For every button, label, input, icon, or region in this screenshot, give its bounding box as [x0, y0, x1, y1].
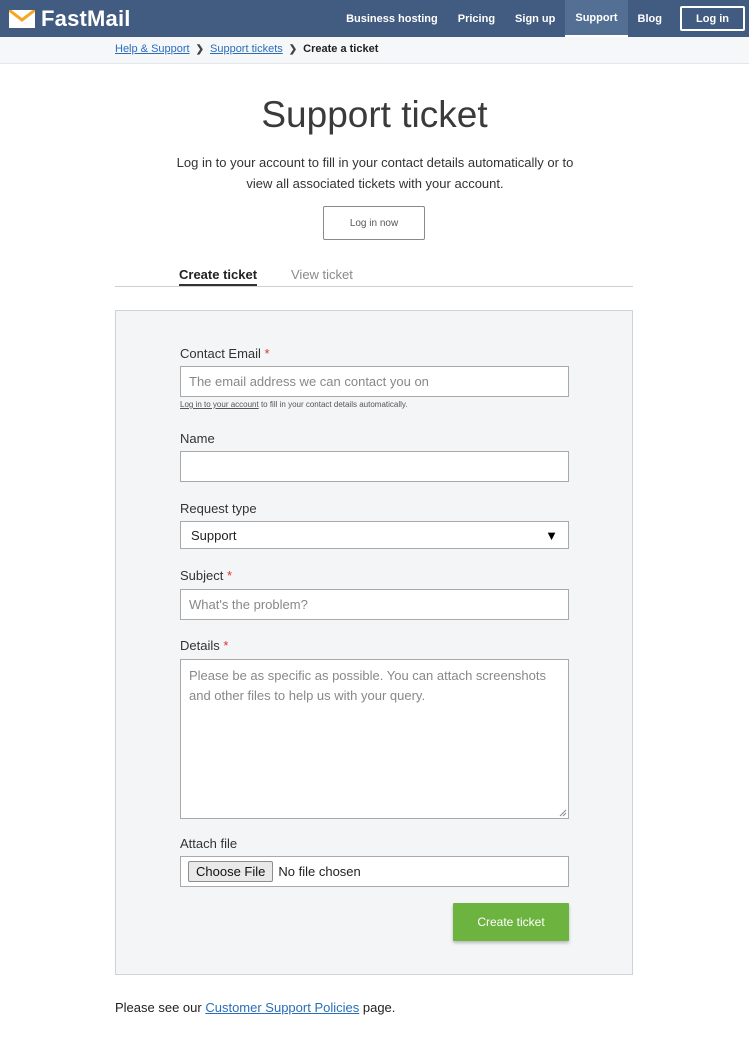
login-button[interactable]: Log in	[680, 6, 745, 31]
footer-note: Please see our Customer Support Policies page.	[115, 1000, 396, 1015]
attach-file-label: Attach file	[180, 836, 238, 851]
log-in-now-button[interactable]: Log in now	[323, 206, 425, 240]
chevron-right-icon: ❯	[288, 43, 298, 55]
nav-support[interactable]: Support	[565, 0, 627, 37]
details-placeholder: Please be as specific as possible. You can attach screenshots and other files to help us with your query.	[189, 668, 546, 703]
request-type-select[interactable]	[180, 521, 569, 549]
details-textarea[interactable]	[180, 659, 569, 819]
name-label: Name	[180, 431, 215, 446]
request-type-label: Request type	[180, 501, 257, 516]
name-input[interactable]	[180, 451, 569, 482]
subject-label: Subject *	[180, 568, 233, 583]
file-status: No file chosen	[278, 864, 361, 879]
hint-login-link[interactable]: Log in to your account	[180, 400, 259, 409]
brand-name: FastMail	[41, 5, 131, 31]
chevron-right-icon: ❯	[195, 43, 204, 55]
request-type-value: Support	[191, 527, 237, 543]
nav-sign-up[interactable]: Sign up	[515, 12, 556, 25]
details-label: Details *	[180, 638, 229, 653]
brand-logo[interactable]	[9, 6, 131, 31]
breadcrumb-bar	[0, 37, 749, 64]
tab-create-ticket[interactable]: Create ticket	[179, 267, 257, 286]
ticket-tabs	[115, 264, 633, 287]
create-ticket-button[interactable]: Create ticket	[453, 903, 569, 941]
breadcrumb-support-tickets[interactable]: Support tickets	[210, 43, 283, 55]
resize-grip-icon[interactable]	[559, 809, 567, 817]
choose-file-button[interactable]: Choose File	[188, 861, 273, 882]
required-marker: *	[264, 346, 270, 361]
breadcrumb-current: Create a ticket	[303, 43, 379, 55]
main-nav	[336, 0, 749, 37]
dropdown-arrow-icon: ▼	[545, 527, 558, 543]
contact-email-input[interactable]: The email address we can contact you on	[180, 366, 569, 397]
top-navbar	[0, 0, 749, 37]
contact-email-label: Contact Email *	[180, 346, 270, 361]
customer-support-policies-link[interactable]: Customer Support Policies	[205, 1000, 360, 1015]
email-login-hint: Log in to your account to fill in your contact details automatically.	[180, 400, 408, 409]
ticket-form	[115, 310, 633, 975]
page-title: Support ticket	[261, 94, 488, 135]
breadcrumb-help-support[interactable]: Help & Support	[115, 43, 190, 55]
required-marker: *	[227, 568, 233, 583]
subject-input[interactable]: What's the problem?	[180, 589, 569, 620]
attach-file-input	[180, 856, 569, 887]
intro-text: Log in to your account to fill in your contact details automatically or to view all associated tickets with your account.	[176, 155, 574, 191]
required-marker: *	[223, 638, 229, 653]
envelope-logo-icon	[9, 10, 35, 28]
nav-business-hosting[interactable]: Business hosting	[346, 12, 438, 25]
breadcrumb	[115, 43, 378, 55]
nav-pricing[interactable]: Pricing	[457, 12, 496, 25]
nav-blog[interactable]: Blog	[637, 12, 662, 25]
tab-view-ticket[interactable]: View ticket	[291, 267, 353, 282]
